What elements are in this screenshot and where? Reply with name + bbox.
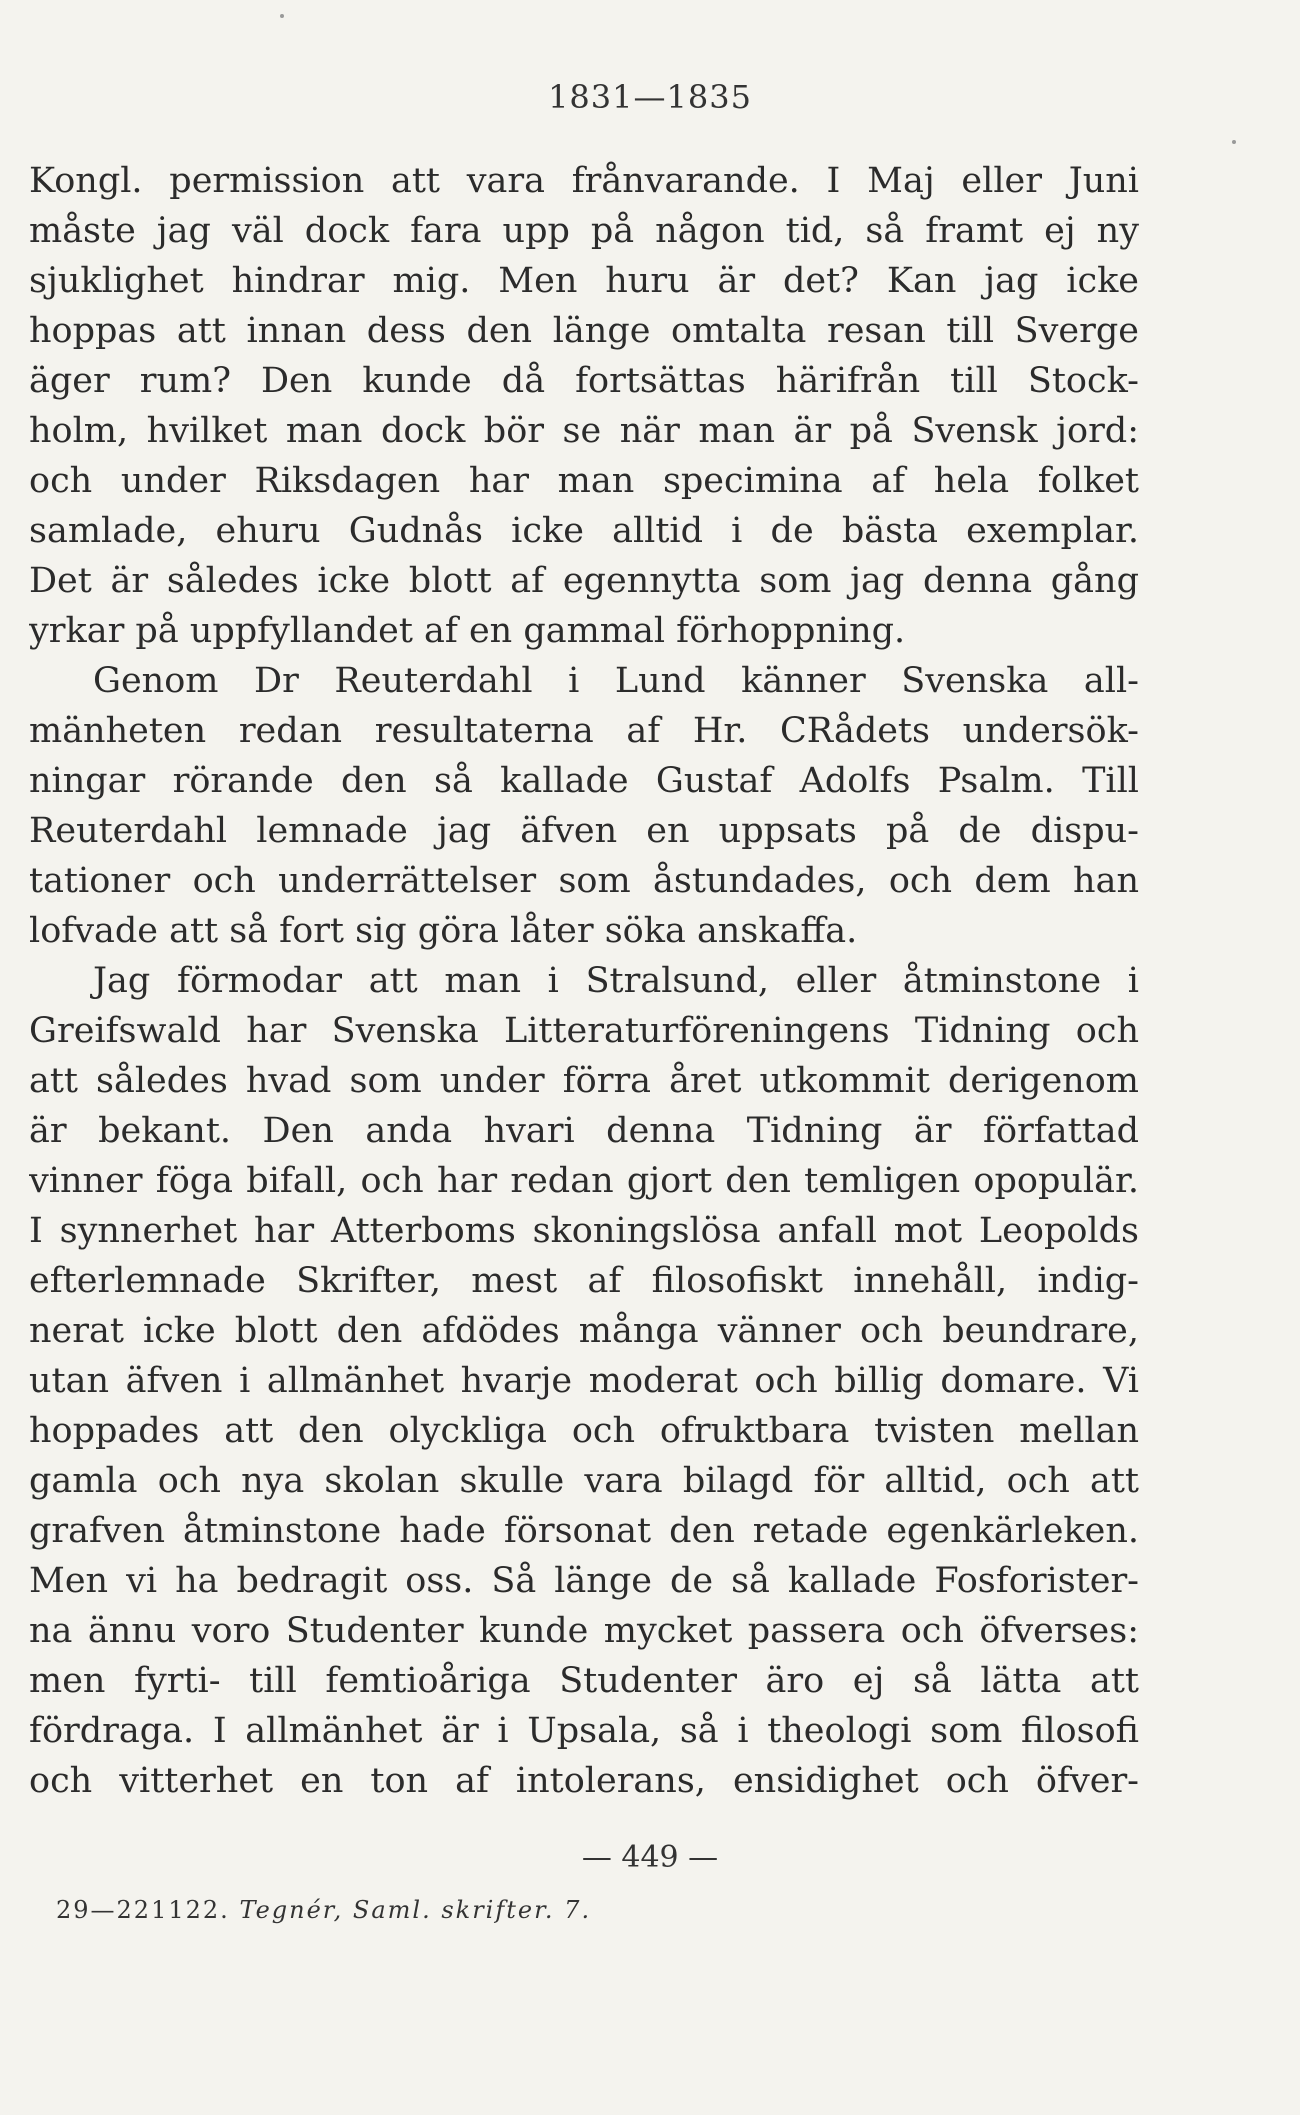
text-line: att således hvad som under förra året utkommit derigenom — [29, 1061, 1139, 1101]
text-line: äger rum? Den kunde då fortsättas härifrån till Stock- — [29, 361, 1139, 401]
paper-speck — [280, 14, 284, 18]
text-line: måste jag väl dock fara upp på någon tid, så framt ej ny — [29, 211, 1139, 251]
text-line: hoppas att innan dess den länge omtalta resan till Sverge — [29, 311, 1139, 351]
text-line: vinner föga bifall, och har redan gjort den temligen opopulär. — [29, 1161, 1139, 1201]
signature-title: Tegnér, Saml. skrifter. 7. — [239, 1896, 592, 1924]
text-line: Greifswald har Svenska Litteraturföreningens Tidning och — [29, 1011, 1139, 1051]
text-line: och vitterhet en ton af intolerans, ensidighet och öfver- — [29, 1761, 1139, 1801]
text-line: Kongl. permission att vara frånvarande. I Maj eller Juni — [29, 161, 1139, 201]
text-line: Genom Dr Reuterdahl i Lund känner Svenska all- — [93, 661, 1139, 701]
text-line: sjuklighet hindrar mig. Men huru är det? Kan jag icke — [29, 261, 1139, 301]
text-line: efterlemnade Skrifter, mest af filosofiskt innehåll, indig- — [29, 1261, 1139, 1301]
signature-number: 29—221122. — [56, 1896, 230, 1924]
text-line: är bekant. Den anda hvari denna Tidning är författad — [29, 1111, 1139, 1151]
text-line: fördraga. I allmänhet är i Upsala, så i theologi som filosofi — [29, 1711, 1139, 1751]
text-line: men fyrti- till femtioåriga Studenter äro ej så lätta att — [29, 1661, 1139, 1701]
text-line: grafven åtminstone hade försonat den retade egenkärleken. — [29, 1511, 1139, 1551]
page-number: — 449 — — [581, 1840, 719, 1875]
body-text — [29, 156, 1139, 1806]
running-header-years: 1831—1835 — [548, 78, 752, 116]
text-line: tationer och underrättelser som åstundades, och dem han — [29, 861, 1139, 901]
text-line: hoppades att den olyckliga och ofruktbara tvisten mellan — [29, 1411, 1139, 1451]
text-line: Det är således icke blott af egennytta som jag denna gång — [29, 561, 1139, 601]
text-line: lofvade att så fort sig göra låter söka anskaffa. — [29, 911, 858, 951]
text-line: utan äfven i allmänhet hvarje moderat och billig domare. Vi — [29, 1361, 1139, 1401]
text-line: samlade, ehuru Gudnås icke alltid i de bästa exemplar. — [29, 511, 1139, 551]
text-line: I synnerhet har Atterboms skoningslösa anfall mot Leopolds — [29, 1211, 1139, 1251]
text-line: ningar rörande den så kallade Gustaf Adolfs Psalm. Till — [29, 761, 1139, 801]
text-line: nerat icke blott den afdödes många vänner och beundrare, — [29, 1311, 1139, 1351]
text-line: holm, hvilket man dock bör se när man är på Svensk jord: — [29, 411, 1139, 451]
text-line: Jag förmodar att man i Stralsund, eller åtminstone i — [93, 961, 1139, 1001]
text-line: yrkar på uppfyllandet af en gammal förhoppning. — [29, 611, 906, 651]
printer-signature — [56, 1896, 591, 1924]
text-line: mänheten redan resultaterna af Hr. CRådets undersök- — [29, 711, 1139, 751]
text-line: na ännu voro Studenter kunde mycket passera och öfverses: — [29, 1611, 1139, 1651]
paper-speck — [1232, 140, 1236, 144]
text-line: Men vi ha bedragit oss. Så länge de så kallade Fosforister- — [29, 1561, 1139, 1601]
text-line: och under Riksdagen har man specimina af hela folket — [29, 461, 1139, 501]
text-line: gamla och nya skolan skulle vara bilagd för alltid, och att — [29, 1461, 1139, 1501]
text-line: Reuterdahl lemnade jag äfven en uppsats på de dispu- — [29, 811, 1139, 851]
